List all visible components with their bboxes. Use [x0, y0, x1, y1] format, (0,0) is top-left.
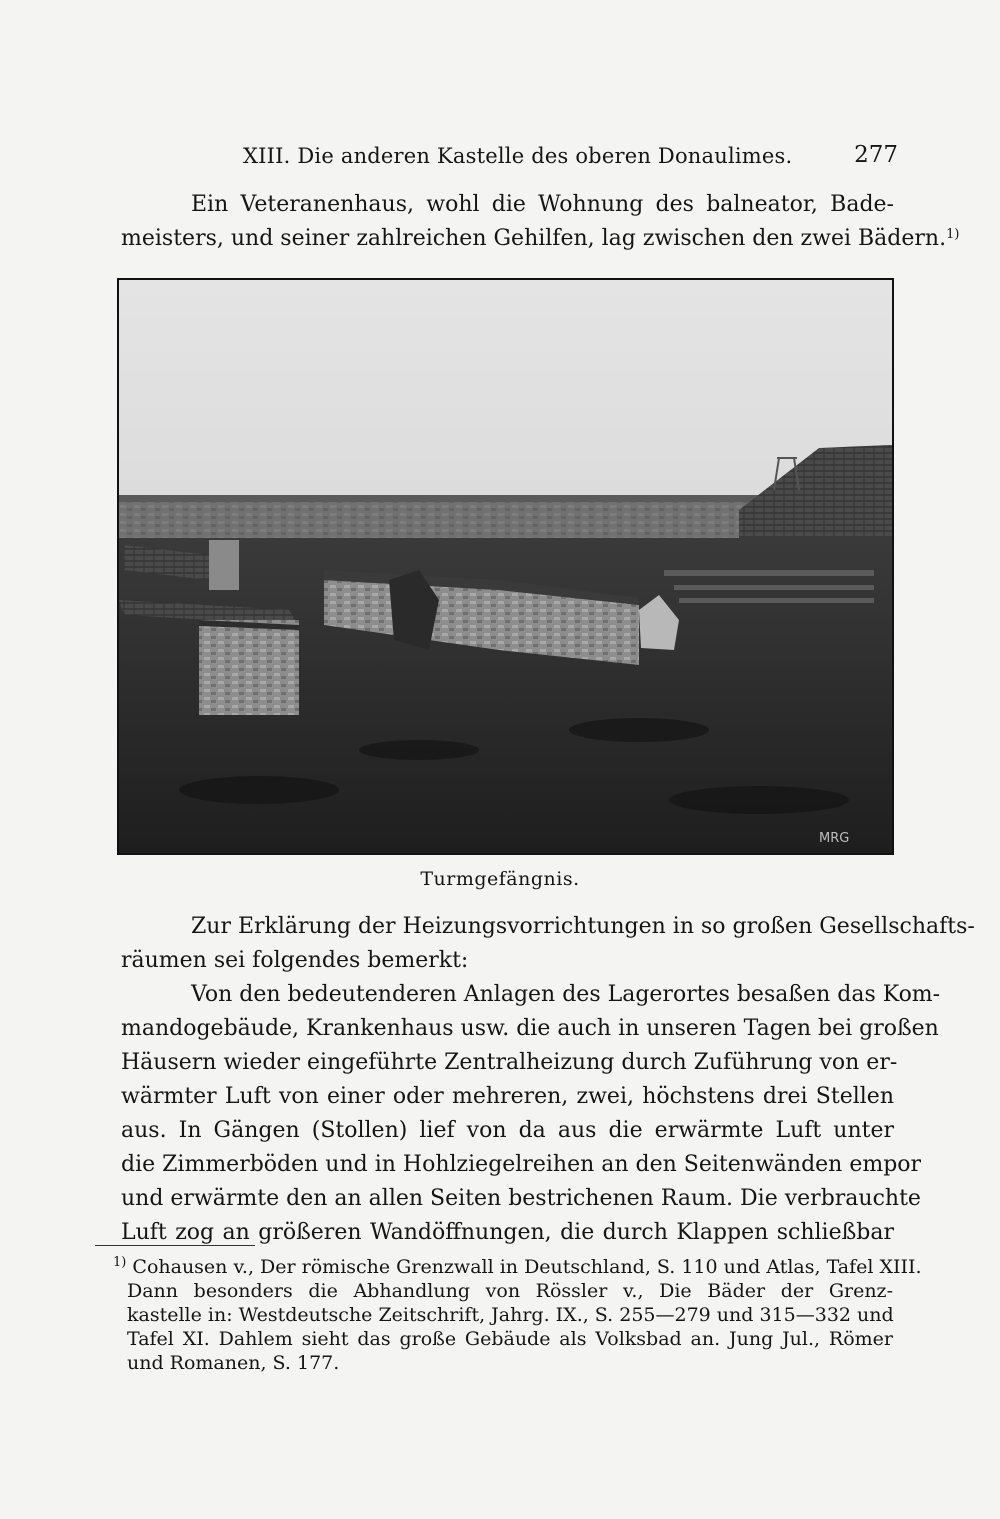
text-line: räumen sei folgendes bemerkt: [121, 948, 469, 973]
footnote-divider [95, 1245, 255, 1246]
footnote-line [113, 1255, 922, 1279]
page-number: 277 [854, 142, 898, 168]
chapter-title: XIII. Die anderen Kastelle des oberen Donaulimes. [243, 144, 793, 168]
footnote-line: kastelle in: Westdeutsche Zeitschrift, Jahrg. IX., S. 255—279 und 315—332 und [127, 1304, 894, 1326]
text-line [121, 222, 960, 256]
footnote-line: und Romanen, S. 177. [127, 1352, 340, 1374]
text-line: Von den bedeutenderen Anlagen des Lagerortes besaßen das Kom- [191, 982, 941, 1007]
photograph [117, 278, 894, 855]
text-line: und erwärmte den an allen Seiten bestrichenen Raum. Die verbrauchte [121, 1186, 921, 1211]
footnote-reference: 1) [946, 227, 960, 242]
footnote-line: Dann besonders die Abhandlung von Rössler v., Die Bäder der Grenz- [127, 1280, 893, 1302]
footnote-mark: 1 [946, 227, 955, 242]
text-line: wärmter Luft von einer oder mehreren, zwei, höchstens drei Stellen [121, 1084, 894, 1109]
main-paragraphs [121, 910, 975, 1250]
text-line: mandogebäude, Krankenhaus usw. die auch in unseren Tagen bei großen [121, 1016, 939, 1041]
footnote-text: Cohausen v., Der römische Grenzwall in Deutschland, S. 110 und Atlas, Tafel XIII. [132, 1256, 922, 1278]
text-line: Zur Erklärung der Heizungsvorrichtungen in so großen Gesellschafts- [191, 914, 975, 939]
text-line: Ein Veteranenhaus, wohl die Wohnung des balneator, Bade- [191, 192, 894, 217]
text-line: Luft zog an größeren Wandöffnungen, die durch Klappen schließbar [121, 1220, 894, 1245]
figure-caption: Turmgefängnis. [420, 868, 580, 890]
photographer-monogram: MRG [819, 831, 850, 846]
footnote-mark: 1 [113, 1255, 122, 1270]
prison-tower-photo [119, 280, 892, 853]
footnote-line: Tafel XI. Dahlem sieht das große Gebäude als Volksbad an. Jung Jul., Römer [127, 1328, 893, 1350]
text-line: aus. In Gängen (Stollen) lief von da aus die erwärmte Luft unter [121, 1118, 894, 1143]
footnote-marker: 1) [113, 1255, 127, 1270]
text-line-content: meisters, und seiner zahlreichen Gehilfen, lag zwischen den zwei Bädern. [121, 226, 947, 251]
intro-paragraph [121, 188, 960, 256]
running-header [243, 142, 898, 172]
footnotes [113, 1255, 922, 1375]
text-line: die Zimmerböden und in Hohlziegelreihen an den Seitenwänden empor [121, 1152, 922, 1177]
text-line: Häusern wieder eingeführte Zentralheizung durch Zuführung von er- [121, 1050, 898, 1075]
